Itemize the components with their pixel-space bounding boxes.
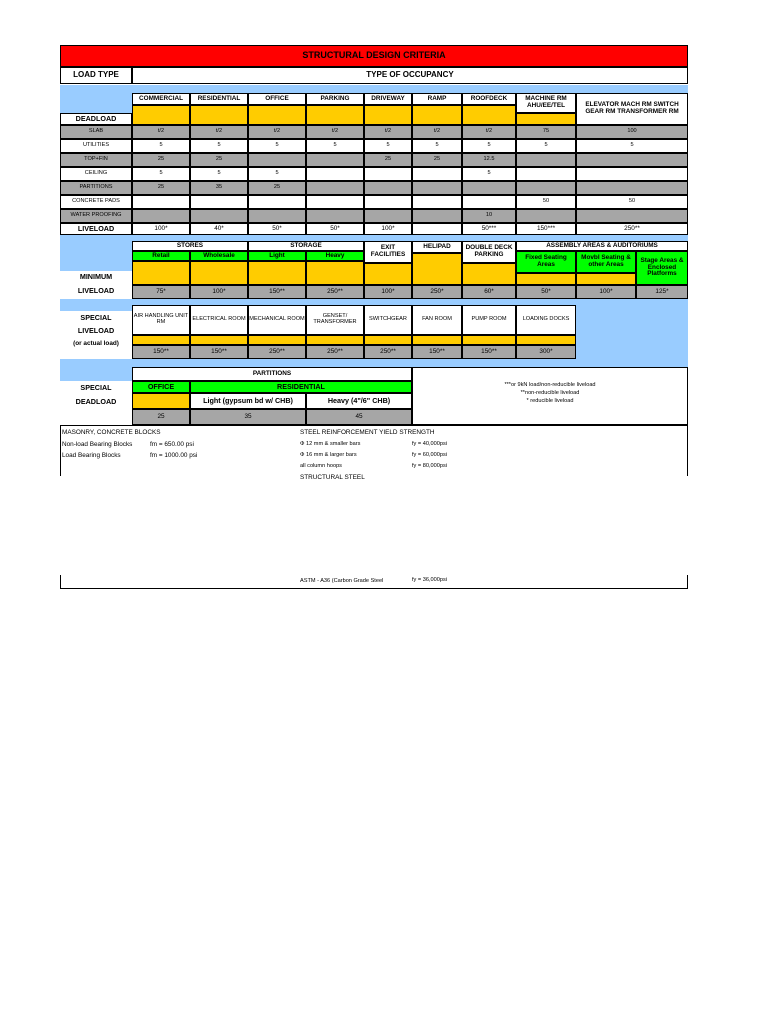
deadload-cell: 5 <box>248 167 306 181</box>
deadload-cell <box>190 195 248 209</box>
occupancy-header: TYPE OF OCCUPANCY <box>132 67 688 84</box>
steel-title: STEEL REINFORCEMENT YIELD STRENGTH <box>300 428 435 436</box>
special-deadload-label: DEADLOAD <box>75 397 117 407</box>
deadload-col-yellow <box>132 105 190 125</box>
masonry-row-2-label: Load Bearing Blocks <box>62 451 121 459</box>
load-type-header: LOAD TYPE <box>60 67 132 84</box>
special-live-spacer <box>60 299 132 311</box>
special-live-col-header: LOADING DOCKS <box>516 305 576 335</box>
special-live-value: 300* <box>516 345 576 359</box>
deadload-cell: 25 <box>364 153 412 167</box>
deadload-cell <box>306 153 364 167</box>
minimum-value-cell: 100* <box>190 285 248 299</box>
deadload-cell: 25 <box>190 153 248 167</box>
deadload-cell <box>516 181 576 195</box>
liveload-label: LIVELOAD <box>60 223 132 235</box>
special-live-value: 150** <box>412 345 462 359</box>
deadload-col-header: RESIDENTIAL <box>190 93 248 105</box>
liveload-cell: 40* <box>190 223 248 235</box>
deadload-cell <box>190 209 248 223</box>
deadload-row-label: SLAB <box>60 125 132 139</box>
minimum-value-cell: 150** <box>248 285 306 299</box>
double-deck-header: DOUBLE DECK PARKING <box>462 241 516 263</box>
minimum-value-cell: 100* <box>576 285 636 299</box>
deadload-cell: t/2 <box>190 125 248 139</box>
minimum-value-cell: 125* <box>636 285 688 299</box>
special-live-col-header: ELECTRICAL ROOM <box>190 305 248 335</box>
partitions-header: PARTITIONS <box>132 367 412 381</box>
deadload-col-header: PARKING <box>306 93 364 105</box>
special-live-value: 150** <box>462 345 516 359</box>
deadload-cell: t/2 <box>248 125 306 139</box>
minimum-value-cell: 250** <box>306 285 364 299</box>
storage-light-header: Light <box>248 251 306 261</box>
deadload-row-label: PARTITIONS <box>60 181 132 195</box>
special-live-value: 150** <box>190 345 248 359</box>
steel-row-1-label: Φ 12 mm & smaller bars <box>300 441 361 448</box>
deadload-col-header: ROOFDECK <box>462 93 516 105</box>
minimum-yellow-cell <box>412 253 462 285</box>
steel-row-3-label: all column hoops <box>300 463 342 470</box>
deadload-cell <box>412 181 462 195</box>
deadload-cell: 5 <box>462 167 516 181</box>
deadload-top-band <box>132 85 688 93</box>
special-live-value: 250** <box>248 345 306 359</box>
minimum-yellow-cell <box>248 261 306 285</box>
divider <box>60 425 688 426</box>
deadload-cell: 5 <box>190 139 248 153</box>
bottom-border <box>60 588 688 589</box>
right-border-bottom <box>687 575 688 589</box>
deadload-cell: 5 <box>248 139 306 153</box>
office-yellow <box>132 393 190 409</box>
light-partition-header: Light (gypsum bd w/ CHB) <box>190 393 306 409</box>
deadload-cell: 5 <box>364 139 412 153</box>
special-live-col-header: FAN ROOM <box>412 305 462 335</box>
deadload-cell: t/2 <box>132 125 190 139</box>
deadload-col-header: MACHINE RM AHU/EE/TEL <box>516 93 576 113</box>
note-line-2: **non-reducible liveload <box>520 390 580 397</box>
deadload-row-label: CONCRETE PADS <box>60 195 132 209</box>
steel-row-2-value: fy = 60,000psi <box>412 452 447 459</box>
deadload-cell: 35 <box>190 181 248 195</box>
deadload-cell <box>248 195 306 209</box>
storage-header: STORAGE <box>248 241 364 251</box>
deadload-cell: 100 <box>576 125 688 139</box>
minimum-yellow-cell <box>306 261 364 285</box>
liveload-cell: 100* <box>364 223 412 235</box>
deadload-row-label: UTILITIES <box>60 139 132 153</box>
deadload-cell <box>516 153 576 167</box>
minimum-value-cell: 250* <box>412 285 462 299</box>
deadload-col-header: OFFICE <box>248 93 306 105</box>
special-live-value: 150** <box>132 345 190 359</box>
deadload-cell <box>248 209 306 223</box>
steel-row-1-value: fy = 40,000psi <box>412 441 447 448</box>
special-live-yellow <box>132 335 190 345</box>
deadload-cell <box>516 167 576 181</box>
deadload-cell <box>576 209 688 223</box>
liveload-cell: 150*** <box>516 223 576 235</box>
minimum-yellow-cell <box>462 263 516 285</box>
minimum-yellow-cell <box>576 273 636 285</box>
retail-header: Retail <box>132 251 190 261</box>
minimum-spacer <box>60 235 132 271</box>
fixed-seating-header: Fixed Seating Areas <box>516 251 576 273</box>
deadload-col-header: RAMP <box>412 93 462 105</box>
astm-value: fy = 36,000psi <box>412 577 447 584</box>
special-live-yellow <box>190 335 248 345</box>
special-live-yellow <box>412 335 462 345</box>
deadload-col-yellow <box>190 105 248 125</box>
special-live-yellow <box>364 335 412 345</box>
deadload-col-header: DRIVEWAY <box>364 93 412 105</box>
deadload-cell: 12.5 <box>462 153 516 167</box>
deadload-cell <box>132 209 190 223</box>
deadload-cell: t/2 <box>306 125 364 139</box>
or-actual-load-label: (or actual load) <box>73 339 119 347</box>
deadload-row-label: WATER PROOFING <box>60 209 132 223</box>
deadload-cell <box>306 167 364 181</box>
office-value: 25 <box>132 409 190 425</box>
special-live-col-header: AIR HANDLING UNIT RM <box>132 305 190 335</box>
office-header: OFFICE <box>132 381 190 393</box>
deadload-col-header: ELEVATOR MACH RM SWITCH GEAR RM TRANSFORMER RM <box>576 93 688 125</box>
masonry-title: MASONRY, CONCRETE BLOCKS <box>62 428 161 436</box>
deadload-cell <box>576 153 688 167</box>
special-dead-top-band <box>132 359 688 367</box>
heavy-value: 45 <box>306 409 412 425</box>
deadload-col-yellow <box>364 105 412 125</box>
deadload-cell <box>364 209 412 223</box>
helipad-header: HELIPAD <box>412 241 462 253</box>
deadload-cell <box>412 209 462 223</box>
liveload-cell: 100* <box>132 223 190 235</box>
special-live-yellow <box>248 335 306 345</box>
special-live-yellow <box>306 335 364 345</box>
steel-row-2-label: Φ 16 mm & larger bars <box>300 452 357 459</box>
masonry-row-1-value: fm = 650.00 psi <box>150 440 194 448</box>
deadload-col-yellow <box>248 105 306 125</box>
deadload-cell: t/2 <box>412 125 462 139</box>
deadload-cell <box>306 181 364 195</box>
deadload-cell: 5 <box>132 139 190 153</box>
minimum-liveload-label: LIVELOAD <box>77 286 115 296</box>
special-live-yellow <box>516 335 576 345</box>
deadload-cell <box>364 167 412 181</box>
deadload-col-header: COMMERCIAL <box>132 93 190 105</box>
movable-seating-header: Movbl Seating & other Areas <box>576 251 636 273</box>
deadload-cell <box>576 167 688 181</box>
minimum-yellow-cell <box>364 263 412 285</box>
deadload-cell <box>412 195 462 209</box>
minimum-value-cell: 100* <box>364 285 412 299</box>
deadload-cell: 25 <box>132 153 190 167</box>
minimum-yellow-cell <box>132 261 190 285</box>
deadload-label: DEADLOAD <box>60 113 132 125</box>
liveload-cell: 50*** <box>462 223 516 235</box>
minimum-yellow-cell <box>516 273 576 285</box>
deadload-cell <box>412 167 462 181</box>
deadload-cell: 5 <box>132 167 190 181</box>
special-live-col-header: MECHANICAL ROOM <box>248 305 306 335</box>
deadload-row-label: TOP+FIN <box>60 153 132 167</box>
deadload-cell: 5 <box>462 139 516 153</box>
minimum-label: MINIMUM <box>79 272 113 282</box>
deadload-cell: 75 <box>516 125 576 139</box>
deadload-col-yellow <box>412 105 462 125</box>
storage-heavy-header: Heavy <box>306 251 364 261</box>
deadload-cell: t/2 <box>462 125 516 139</box>
stores-header: STORES <box>132 241 248 251</box>
deadload-cell <box>248 153 306 167</box>
special-live-col-header: SWITCHGEAR <box>364 305 412 335</box>
deadload-col-yellow <box>516 113 576 125</box>
deadload-cell: 50 <box>516 195 576 209</box>
assembly-header: ASSEMBLY AREAS & AUDITORIUMS <box>516 241 688 251</box>
deadload-col-yellow <box>306 105 364 125</box>
residential-header: RESIDENTIAL <box>190 381 412 393</box>
minimum-value-cell: 50* <box>516 285 576 299</box>
minimum-value-cell: 60* <box>462 285 516 299</box>
exit-facilities-header: EXIT FACILITIES <box>364 241 412 263</box>
deadload-cell: 5 <box>516 139 576 153</box>
sheet-title: STRUCTURAL DESIGN CRITERIA <box>60 45 688 67</box>
deadload-cell <box>132 195 190 209</box>
liveload-cell: 250** <box>576 223 688 235</box>
deadload-cell <box>306 209 364 223</box>
deadload-col-yellow <box>462 105 516 125</box>
deadload-cell: 5 <box>412 139 462 153</box>
special-dead-label: SPECIAL <box>80 383 112 393</box>
deadload-cell <box>306 195 364 209</box>
deadload-cell: 25 <box>132 181 190 195</box>
liveload-empty-ramp <box>412 223 462 235</box>
deadload-cell <box>364 181 412 195</box>
masonry-row-2-value: fm = 1000.00 psi <box>150 451 198 459</box>
special-live-col-header: GENSET/ TRANSFORMER <box>306 305 364 335</box>
special-liveload-label: LIVELOAD <box>77 326 115 336</box>
wholesale-header: Wholesale <box>190 251 248 261</box>
deadload-cell: 25 <box>412 153 462 167</box>
liveload-cell: 50* <box>248 223 306 235</box>
deadload-cell: 10 <box>462 209 516 223</box>
special-live-label: SPECIAL <box>80 313 112 323</box>
deadload-cell: 25 <box>248 181 306 195</box>
special-live-col-header: PUMP ROOM <box>462 305 516 335</box>
stage-areas-header: Stage Areas & Enclosed Platforms <box>636 251 688 285</box>
liveload-cell: 50* <box>306 223 364 235</box>
left-border-bottom <box>60 575 61 589</box>
deadload-row-label: CEILING <box>60 167 132 181</box>
heavy-partition-header: Heavy (4"/6" CHB) <box>306 393 412 409</box>
deadload-cell: t/2 <box>364 125 412 139</box>
special-live-value: 250** <box>306 345 364 359</box>
steel-row-3-value: fy = 80,000psi <box>412 463 447 470</box>
minimum-yellow-cell <box>190 261 248 285</box>
deadload-cell: 5 <box>190 167 248 181</box>
deadload-cell <box>462 181 516 195</box>
note-line-1: ***or 9kN load/non-reducible liveload <box>504 382 596 389</box>
deadload-cell <box>576 181 688 195</box>
deadload-cell: 5 <box>306 139 364 153</box>
deadload-cell <box>516 209 576 223</box>
deadload-cell <box>364 195 412 209</box>
deadload-spacer <box>60 85 132 113</box>
deadload-cell <box>462 195 516 209</box>
special-live-right-band <box>576 299 688 359</box>
astm-label: ASTM - A36 (Carbon Grade Steel <box>300 578 384 585</box>
deadload-cell: 50 <box>576 195 688 209</box>
right-border-top <box>687 425 688 476</box>
special-live-value: 250** <box>364 345 412 359</box>
note-line-3: * reducible liveload <box>526 398 574 405</box>
light-value: 35 <box>190 409 306 425</box>
minimum-value-cell: 75* <box>132 285 190 299</box>
structural-steel-label: STRUCTURAL STEEL <box>300 473 365 481</box>
special-live-yellow <box>462 335 516 345</box>
deadload-cell: 5 <box>576 139 688 153</box>
special-dead-spacer <box>60 359 132 381</box>
masonry-row-1-label: Non-load Bearing Blocks <box>62 440 133 448</box>
